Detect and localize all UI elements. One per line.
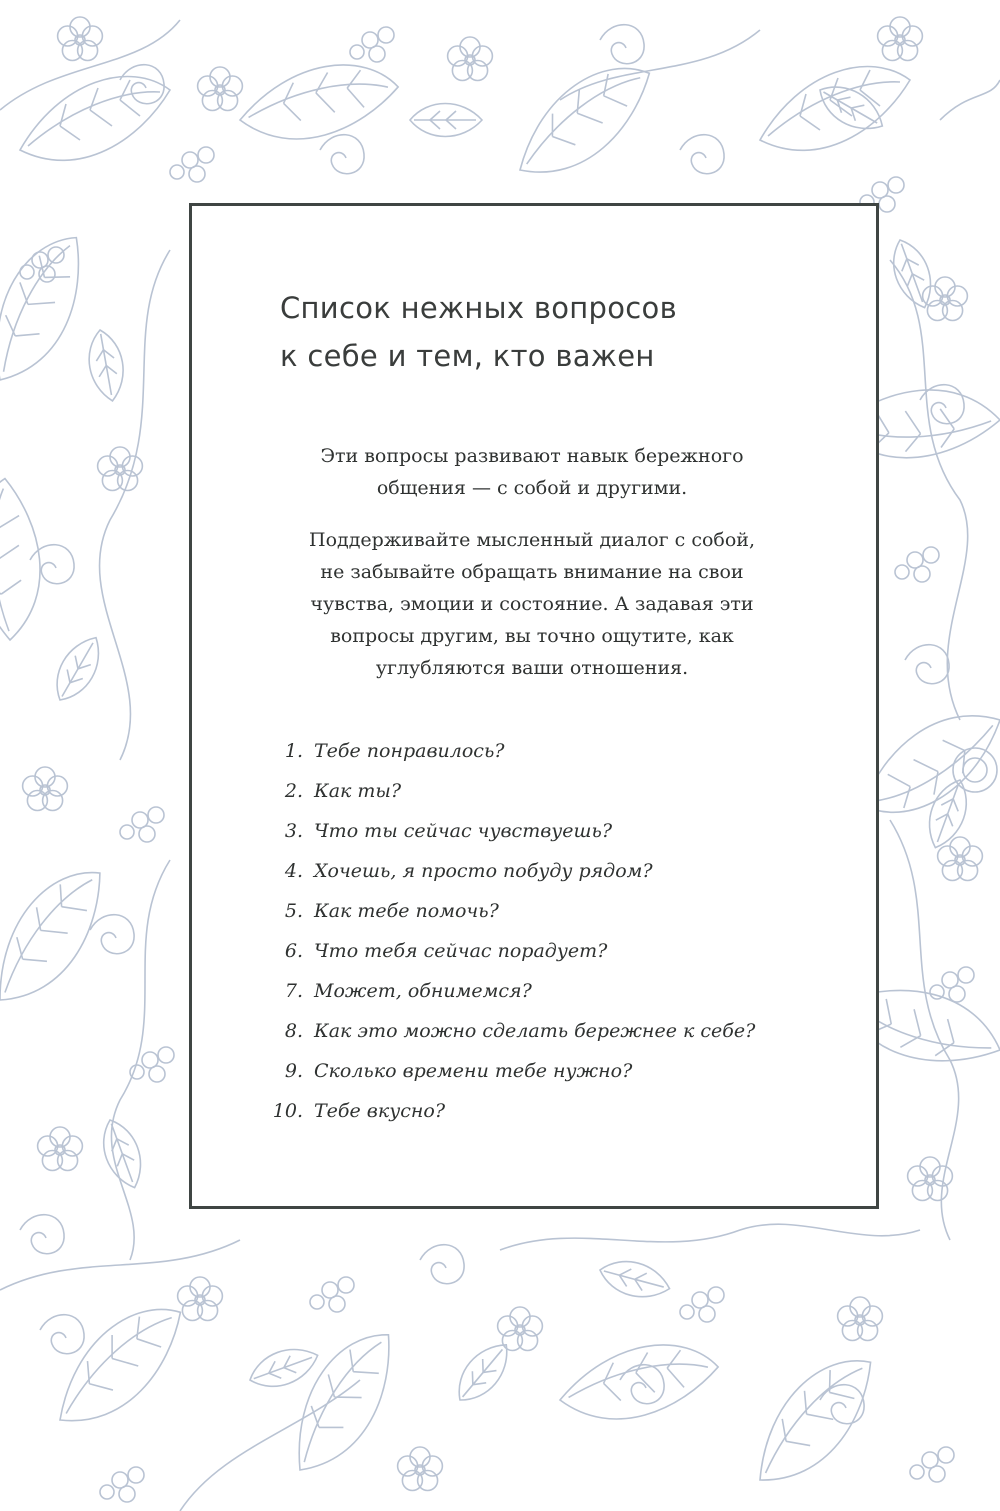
item-text: Что ты сейчас чувствуешь? [314, 820, 613, 842]
title-line: Список нежных вопросов [280, 291, 677, 325]
question-list [252, 731, 755, 1131]
page-title [280, 284, 677, 380]
list-item [252, 971, 755, 1011]
intro-paragraph [232, 440, 832, 504]
item-number: 3. [284, 820, 303, 842]
intro-line: вопросы другим, вы точно ощутите, как [330, 625, 734, 647]
item-number: 5. [284, 900, 303, 922]
item-text: Тебе понравилось? [314, 740, 505, 762]
item-text: Может, обнимемся? [314, 980, 532, 1002]
item-number: 8. [284, 1020, 303, 1042]
item-number: 1. [284, 740, 303, 762]
item-text: Как это можно сделать бережнее к себе? [314, 1020, 756, 1042]
item-text: Сколько времени тебе нужно? [314, 1060, 633, 1082]
item-number: 10. [272, 1100, 303, 1122]
list-item [252, 771, 755, 811]
item-text: Тебе вкусно? [314, 1100, 446, 1122]
list-item [252, 1091, 755, 1131]
list-item [252, 891, 755, 931]
item-text: Как ты? [314, 780, 402, 802]
item-text: Хочешь, я просто побуду рядом? [314, 860, 653, 882]
list-item [252, 851, 755, 891]
list-item [252, 1051, 755, 1091]
item-text: Что тебя сейчас порадует? [314, 940, 608, 962]
intro-line: Эти вопросы развивают навык бережного [320, 445, 744, 467]
item-number: 2. [284, 780, 303, 802]
item-text: Как тебе помочь? [314, 900, 499, 922]
list-item [252, 731, 755, 771]
intro-line: чувства, эмоции и состояние. А задавая эти [310, 593, 754, 615]
item-number: 4. [284, 860, 303, 882]
intro-line: углубляются ваши отношения. [375, 657, 689, 679]
list-item [252, 931, 755, 971]
intro-line: общения — с собой и другими. [376, 477, 688, 499]
question-card [189, 203, 879, 1209]
title-line: к себе и тем, кто важен [280, 339, 655, 373]
item-number: 7. [284, 980, 303, 1002]
intro-text [232, 440, 832, 704]
list-item [252, 811, 755, 851]
intro-line: не забывайте обращать внимание на свои [320, 561, 744, 583]
intro-line: Поддерживайте мысленный диалог с собой, [309, 529, 755, 551]
list-item [252, 1011, 755, 1051]
item-number: 9. [284, 1060, 303, 1082]
intro-paragraph [232, 524, 832, 684]
item-number: 6. [284, 940, 303, 962]
